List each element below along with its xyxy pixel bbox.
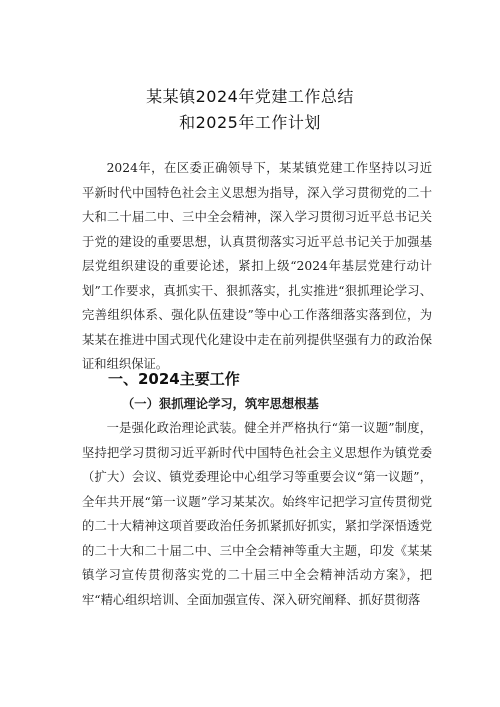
document-title-line2: 和2025年工作计划 (179, 113, 321, 132)
intro-paragraph: 2024年，在区委正确领导下，某某镇党建工作坚持以习近平新时代中国特色社会主义思想为指导，深入学习贯彻党的二十大和二十届二中、三中全会精神，深入学习贯彻习近平总书记关于党的建设的重要思想，认真贯彻落实习近平总书记关于加强基层党组织建设的重要论述，紧扣上级“2024年基层党建行动计划”工作要求，真抓实干、狠抓落实，扎实推进“狠抓理论学习、完善组织体系、强化队伍建设”等中心工作落细落实落到位，为某某在推进中国式现代化建设中走在前列提供坚强有力的政治保证和组织保证。 (82, 161, 432, 371)
subsection-heading-theory-study: （一）狠抓理论学习，筑牢思想根基 (122, 396, 319, 411)
subsection-paragraph-theory-study: 一是强化政治理论武装。健全并严格执行“第一议题”制度，坚持把学习贯彻习近平新时代中国特色社会主义思想作为镇党委（扩大）会议、镇党委理论中心组学习等重要会议“第一议题”，全年共开展“第一议题”学习某某次。始终牢记把学习宣传贯彻党的二十大精神这项首要政治任务抓紧抓好抓实，紧扣学深悟透党的二十大和二十届二中、三中全会精神等重大主题，印发《某某镇学习宣传贯彻落实党的二十届三中全会精神活动方案》，把牢“精心组织培训、全面加强宣传、深入研究阐释、抓好贯彻落 (82, 421, 432, 607)
section-heading-main-work: 一、2024主要工作 (108, 370, 240, 388)
document-title-line1: 某某镇2024年党建工作总结 (146, 87, 354, 106)
